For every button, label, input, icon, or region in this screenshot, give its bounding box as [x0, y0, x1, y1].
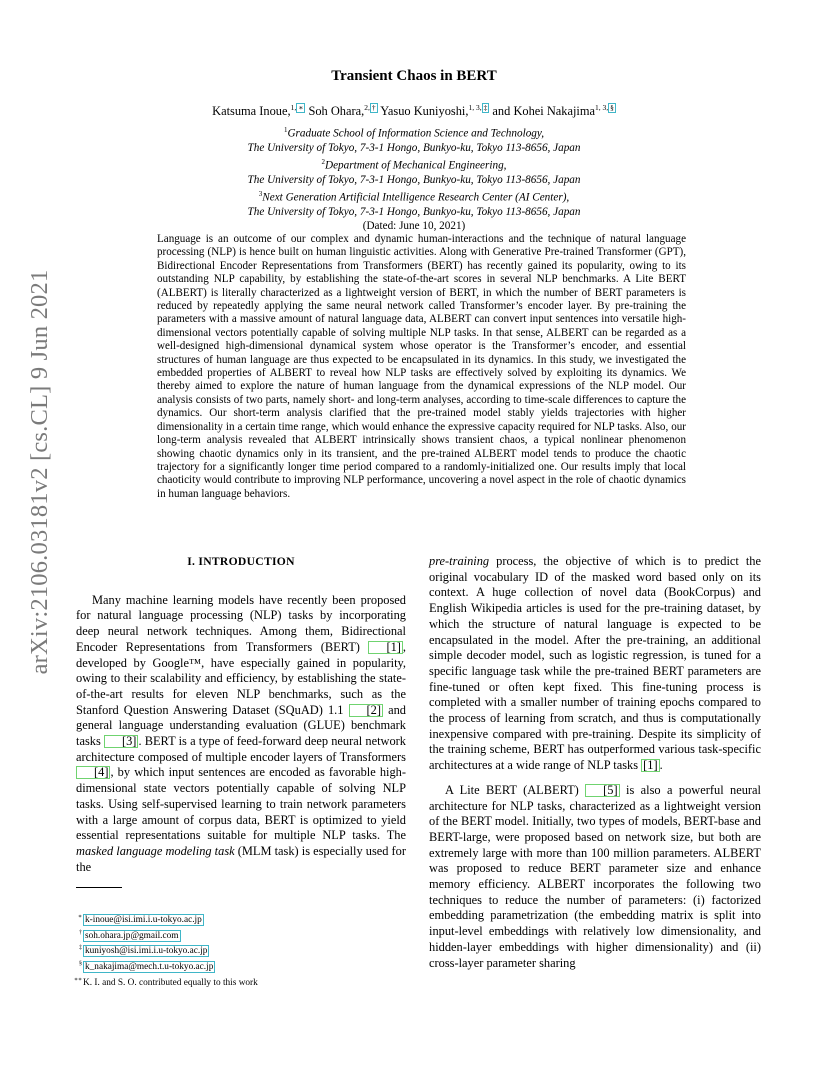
author-affil: 1, 3, ‡	[468, 103, 488, 112]
citation-link[interactable]: [3]	[104, 735, 138, 748]
body-paragraph: pre-training process, the objective of which is to predict the original vocabulary ID of the masked word based only on its context. A huge collection of novel data (BookCorpus) and English Wikipedia articles is used for the pre-training dataset, by which the structure of natural language is expected to be encapsulated in the model. After the pre-training, an additional simple decoder model, such as logistic regression, is tuned for a specific language task while the pre-trained BERT parameters are fine-tuned or often kept fixed. This fine-tuning process is completed with a smaller number of training epochs compared to the process of learning from scratch, and thus is computationally inexpensive compared with pre-training. Despite its simplicity of the training scheme, BERT has outperformed various task-specific architectures at a wide range of NLP tasks [1] .	[429, 554, 761, 773]
author-conjunction: and	[489, 104, 511, 119]
citation-link[interactable]: [1]	[368, 641, 402, 654]
email-link[interactable]: kuniyosh@isi.imi.i.u-tokyo.ac.jp	[85, 946, 208, 957]
citation-link[interactable]: [2]	[349, 704, 383, 717]
author-name: Katsuma Inoue,	[212, 104, 291, 119]
author-list	[0, 103, 828, 119]
author-affil: 1, ∗	[290, 103, 304, 112]
footnote-item: ‡ kuniyosh@isi.imi.i.u-tokyo.ac.jp	[79, 945, 208, 957]
affiliation-line: $^1$Graduate School of Information Science and Technology,	[283, 126, 545, 140]
affiliation-address: The University of Tokyo, 7-3-1 Hongo, Bunkyo-ku, Tokyo 113-8656, Japan	[247, 206, 581, 219]
footnote-divider	[76, 887, 122, 888]
affiliation-block	[0, 123, 828, 234]
email-link[interactable]: k-inoue@isi.imi.i.u-tokyo.ac.jp	[85, 915, 202, 926]
body-paragraph: A Lite BERT (ALBERT) [5] is also a powerful neural architecture for NLP tasks, characterized as a lightweight version of the BERT model. Initially, two types of models, BERT-base and BERT-large, were proposed based on network size, but both are extremely large with more than 100 million parameters. ALBERT was proposed to reduce BERT parameter size and enhance memory efficiency. ALBERT incorporates the following two techniques to reduce the number of parameters: (i) factorized embedding parametrization (the embedding matrix is split into input-level embeddings with relatively low dimensionality, and hidden-layer embeddings with higher dimensionality) and (ii) cross-layer parameter sharing	[429, 782, 761, 970]
footnote-item: ∗ k-inoue@isi.imi.i.u-tokyo.ac.jp	[77, 914, 202, 926]
footnote-link[interactable]: ∗	[298, 103, 304, 112]
affiliation-line: $^2$Department of Mechanical Engineering,	[321, 158, 507, 172]
footnote-text: K. I. and S. O. contributed equally to this work	[83, 977, 258, 988]
citation-link[interactable]: [1]	[643, 758, 658, 773]
author-affil: 2, †	[364, 103, 376, 112]
affiliation-address: The University of Tokyo, 7-3-1 Hongo, Bunkyo-ku, Tokyo 113-8656, Japan	[247, 174, 581, 187]
affiliation-address: The University of Tokyo, 7-3-1 Hongo, Bunkyo-ku, Tokyo 113-8656, Japan	[247, 141, 581, 154]
paper-title: Transient Chaos in BERT	[331, 68, 497, 84]
affiliation-line: $^3$Next Generation Artificial Intelligence Research Center (AI Center),	[258, 190, 570, 205]
author-affil: 1, 3, §	[594, 103, 614, 112]
footnote-item: † soh.ohara.jp@gmail.com	[79, 929, 179, 941]
footnote-link[interactable]: §	[610, 103, 614, 112]
author-name: Soh Ohara,	[308, 104, 365, 119]
footnote-link[interactable]: ‡	[483, 103, 488, 112]
email-link[interactable]: k_nakajima@mech.t.u-tokyo.ac.jp	[85, 962, 214, 973]
footnotes	[73, 911, 258, 989]
dated-line: (Dated: June 10, 2021)	[362, 220, 466, 233]
footnote-item: § k_nakajima@mech.t.u-tokyo.ac.jp	[79, 961, 214, 973]
footnote-item: ∗∗K. I. and S. O. contributed equally to this work	[73, 976, 258, 988]
arxiv-identifier[interactable]: arXiv:2106.03181v2 [cs.CL] 9 Jun 2021	[26, 269, 53, 675]
intro-paragraph: Many machine learning models have recently been proposed for natural language processing (NLP) tasks by incorporating deep neural network techniques. Among them, Bidirectional Encoder Representations from Transformers (BERT) [1] , developed by Google™, have especially gained in popularity, owing to their scalability and efficiency, by establishing the state-of-the-art results for eleven NLP benchmarks, such as the Stanford Question Answering Dataset (SQuAD) 1.1 [2] and general language understanding evaluation (GLUE) benchmark tasks [3] . BERT is a type of feed-forward deep neural network architecture composed of multiple encoder layers of Transformers [4] , by which input sentences are encoded as favorable high-dimensional state vectors potentially capable of solving NLP tasks. Using self-supervised learning to train network parameters with a large amount of corpus data, BERT is optimized to yield essential representations suitable for multiple NLP tasks. The masked language modeling task (MLM task) is especially used for the	[76, 592, 407, 874]
author-name: Yasuo Kuniyoshi,	[380, 104, 469, 119]
left-column	[76, 554, 406, 875]
footnote-link[interactable]: †	[371, 103, 376, 112]
abstract: Language is an outcome of our complex and dynamic human-interactions and the technique of natural language processing (NLP) is hence built on human linguistic activities. Along with Generative Pre-trained Transformer (GPT), Bidirectional Encoder Representations from Transformers (BERT) has recently gained its popularity, owing to its outstanding NLP capability, by establishing the state-of-the-art scores in several NLP benchmarks. A Lite BERT (ALBERT) is literally characterized as a lightweight version of BERT, in which the number of BERT parameters is reduced by repeatedly applying the same neural network called Transformer’s encoder layer. By pre-training the parameters with a massive amount of natural language data, ALBERT can convert input sentences into versatile high-dimensional vectors potentially capable of solving multiple NLP tasks. In that sense, ALBERT can be regarded as a well-designed high-dimensional dynamical system whose operator is the Transformer’s encoder, and essential structures of human language are thus expected to be encapsulated in its dynamics. In this study, we investigated the embedded properties of ALBERT to reveal how NLP tasks are effectively solved by exploiting its dynamics. We thereby aimed to explore the nature of human language from the dynamical expressions of the NLP model. Our analysis consists of two parts, namely short- and long-term analyses, according to time-scale differences to capture the dynamics. Our short-term analysis clarified that the pre-trained model stably yields trajectories with higher dimensionality in a certain time range, which would enhance the expressive capacity required for NLP tasks. Also, our long-term analysis revealed that ALBERT intrinsically shows transient chaos, a typical nonlinear phenomenon showing chaotic dynamics only in its transient, and the pre-trained ALBERT model tends to produce the chaotic trajectory for a significantly longer time period compared to a randomly-initialized one. Our results imply that local chaoticity would contribute to improving NLP performance, uncovering a novel aspect in the role of chaotic dynamics in human language behaviors.	[157, 233, 686, 500]
section-heading: I. INTRODUCTION	[187, 555, 295, 568]
citation-link[interactable]: [4]	[76, 766, 110, 779]
right-column	[429, 554, 761, 971]
email-link[interactable]: soh.ohara.jp@gmail.com	[85, 930, 179, 941]
citation-link[interactable]: [5]	[585, 784, 619, 797]
author-name: Kohei Nakajima	[513, 104, 595, 119]
